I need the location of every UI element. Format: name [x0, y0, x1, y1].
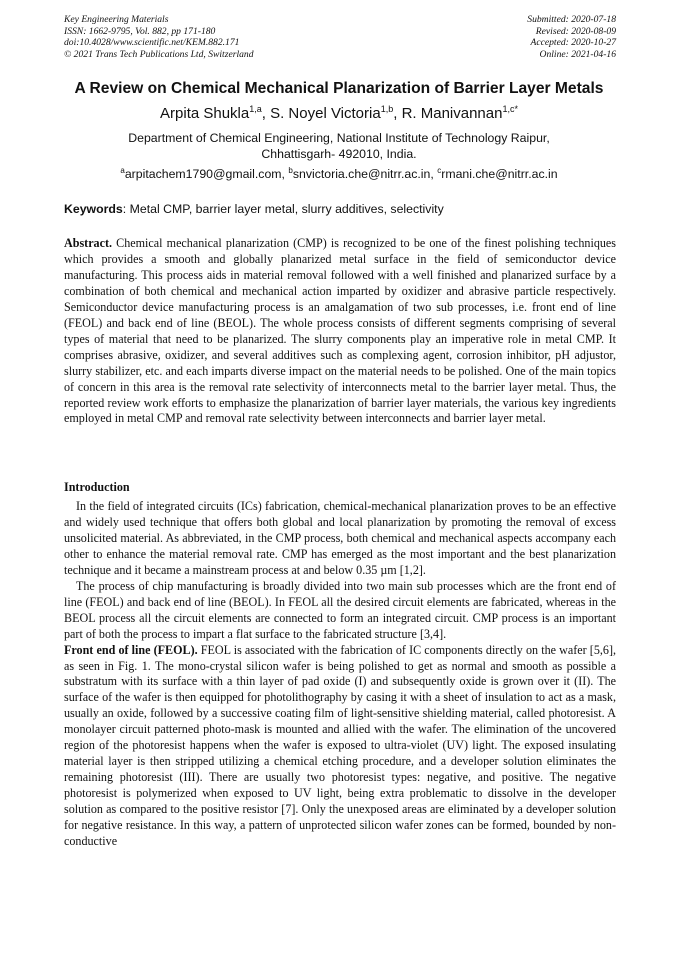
dates-info	[527, 14, 616, 60]
email-mark: b	[288, 166, 293, 175]
author-name: Arpita Shukla	[160, 105, 250, 122]
intro-paragraph: The process of chip manufacturing is broadly divided into two main sub processes which are the front end of line (FEOL) and back end of line (BEOL). In FEOL all the desired circuit elements are fabricated, whereas in the BEOL process all the circuit elements are connected to form an integrated circuit. CMP process is an important part of both the process to impart a flat surface to the fabricated structure [3,4].	[64, 578, 616, 641]
email-mark: a	[120, 166, 125, 175]
revised-date: Revised: 2020-08-09	[535, 25, 616, 37]
author-list	[40, 104, 638, 122]
keywords	[64, 202, 616, 216]
journal-name: Key Engineering Materials	[64, 14, 169, 25]
accepted-date: Accepted: 2020-10-27	[530, 37, 616, 49]
affiliation-line: Department of Chemical Engineering, National Institute of Technology Raipur,	[128, 131, 550, 145]
email-separator: ,	[430, 167, 438, 182]
author-affil-mark: 1,c*	[502, 104, 518, 114]
email-address[interactable]: arpitachem1790@gmail.com	[124, 167, 282, 182]
affiliation	[60, 130, 618, 162]
keywords-text: : Metal CMP, barrier layer metal, slurry additives, selectivity	[122, 202, 444, 216]
keywords-label: Keywords	[64, 202, 123, 216]
copyright: © 2021 Trans Tech Publications Ltd, Switzerland	[64, 48, 254, 60]
online-date: Online: 2021-04-16	[539, 48, 616, 60]
feol-paragraph	[64, 643, 616, 850]
email-address[interactable]: snvictoria.che@nitrr.ac.in	[292, 167, 431, 182]
email-mark: c	[437, 166, 442, 175]
author-affil-mark: 1,b	[380, 104, 394, 114]
author-separator: ,	[393, 105, 402, 122]
feol-text: FEOL is associated with the fabrication of IC components directly on the wafer [5,6], as seen in Fig. 1. The mono-crystal silicon wafer is being polished to get as normal and smooth as possible a substratum with its surface with a thin layer of pad oxide (I) and subsequently oxide is grown over it (II). The surface of the wafer is then equipped for photolithography by casing it with a sheet of insulation to act as a mask, usually an oxide, followed by a successive coating film of light-sensitive shielding material, called photoresist. A monolayer circuit patterned photo-mask is mounted and allied with the wafer. The elimination of the uncovered region of the photoresist happens when the wafer is exposed to ultra-violet (UV) light. The exposed insulating material layer is then stripped utilizing a chemical etching procedure, and a developer solution eliminates the remaining photoresist (III). There are usually two photoresist types: negative, and positive. The negative photoresist is polymerized when exposed to UV light, being extra problematic to dissolve in the developer solution as compared to the positive resistor [7]. Only the unexposed areas are eliminated by a developer solution for negative resistance. In this way, a pattern of unprotected silicon wafer zones can be formed, bounded by non-conductive	[64, 642, 616, 849]
issn: ISSN: 1662-9795, Vol. 882, pp 171-180	[64, 25, 216, 37]
doi: doi:10.4028/www.scientific.net/KEM.882.171	[64, 37, 240, 49]
introduction-heading: Introduction	[64, 480, 130, 494]
abstract-text: Chemical mechanical planarization (CMP) is recognized to be one of the finest polishing techniques which provides a smooth and globally planarized metal surface in the field of semiconductor device manufacturing. This process aids in material removal followed with a well finished and planarized surface by a combination of both chemical and mechanical action imparted by oxidizer and abrasive particle respectively. Semiconductor device manufacturing process is an amalgamation of two sub processes, i.e. front end of line (FEOL) and back end of line (BEOL). The whole process consists of different segments comprising of several types of material that need to be planarized. The slurry components play an imperative role in metal CMP. It comprises abrasive, oxidizer, and several additives such as complexing agent, corrosion inhibitor, pH adjustor, slurry stabilizer, etc. and each imparts diverse impact on the material needs to be polished. One of the main topics of concern in this area is the removal rate selectivity of interconnects metal to the barrier layer metal. Thus, the reported review work efforts to emphasize the planarization of barrier layer materials, the various key ingredients employed in metal CMP and removal rate selectivity between interconnects and barrier layer metal.	[64, 236, 616, 426]
submitted-date: Submitted: 2020-07-18	[527, 14, 616, 25]
author-name: S. Noyel Victoria	[270, 105, 381, 122]
author-affil-mark: 1,a	[249, 104, 262, 114]
journal-info	[64, 14, 254, 60]
paper-title: A Review on Chemical Mechanical Planarization of Barrier Layer Metals	[74, 80, 604, 97]
author-name: R. Manivannan	[401, 105, 503, 122]
affiliation-line: Chhattisgarh- 492010, India.	[261, 147, 417, 161]
intro-paragraph: In the field of integrated circuits (ICs) fabrication, chemical-mechanical planarization proves to be an effective and widely used technique that offers both global and local planarization by promoting the removal of excess unsolicited material. As abbreviated, in the CMP process, both chemical and mechanical aspects accompany each other to enhance the material removal rate. CMP has emerged as the most important and the best planarization technique and it became a mainstream process at and below 0.35 µm [1,2].	[64, 499, 616, 577]
email-separator: ,	[281, 167, 289, 182]
feol-label: Front end of line (FEOL).	[64, 642, 198, 657]
email-list	[40, 166, 638, 181]
author-separator: ,	[261, 105, 271, 122]
introduction-body	[64, 499, 616, 850]
abstract-label: Abstract.	[64, 236, 113, 250]
email-address[interactable]: rmani.che@nitrr.ac.in	[441, 167, 558, 182]
abstract	[64, 236, 616, 427]
